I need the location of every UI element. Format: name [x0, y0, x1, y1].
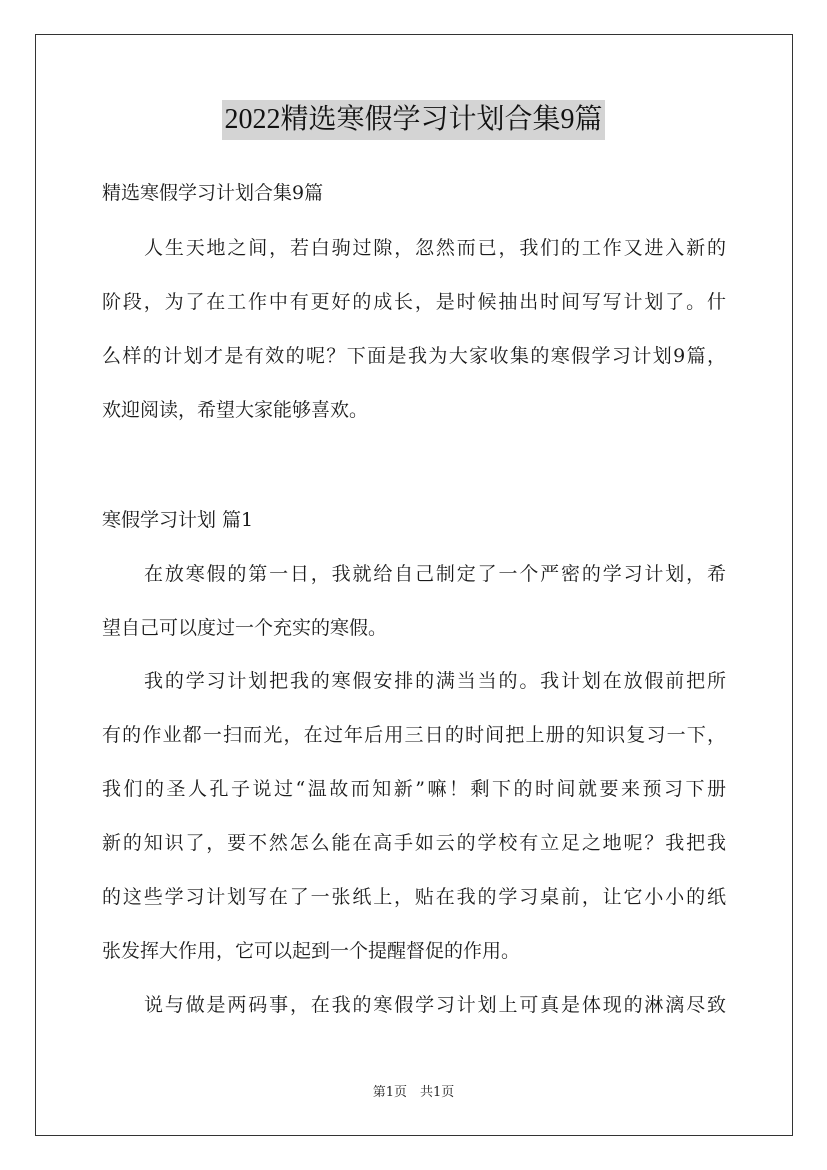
- para2-line-4: 新的知识了，要不然怎么能在高手如云的学校有立足之地呢？我把我: [102, 832, 726, 854]
- intro-line-1: 人生天地之间，若白驹过隙，忽然而已，我们的工作又进入新的: [144, 237, 726, 259]
- para1-line-2: 望自己可以度过一个充实的寒假。: [102, 617, 388, 639]
- title-block: [0, 100, 827, 140]
- para2-line-2: 有的作业都一扫而光，在过年后用三日的时间把上册的知识复习一下，: [102, 724, 726, 746]
- para2-line-1: 我的学习计划把我的寒假安排的满当当的。我计划在放假前把所: [144, 670, 726, 692]
- para2-line-3: 我们的圣人孔子说过“温故而知新”嘛！剩下的时间就要来预习下册: [102, 778, 726, 800]
- intro-line-4: 欢迎阅读，希望大家能够喜欢。: [102, 399, 369, 421]
- intro-line-2: 阶段，为了在工作中有更好的成长，是时候抽出时间写写计划了。什: [102, 291, 726, 313]
- document-subtitle: 精选寒假学习计划合集9篇: [102, 182, 324, 204]
- intro-line-3: 么样的计划才是有效的呢？下面是我为大家收集的寒假学习计划9篇，: [102, 345, 726, 367]
- para2-line-5: 的这些学习计划写在了一张纸上，贴在我的学习桌前，让它小小的纸: [102, 886, 726, 908]
- para3-line-1: 说与做是两码事，在我的寒假学习计划上可真是体现的淋漓尽致: [144, 994, 726, 1016]
- section-heading: 寒假学习计划 篇1: [102, 509, 254, 531]
- page-footer: 第1页 共1页: [372, 1085, 455, 1100]
- para1-line-1: 在放寒假的第一日，我就给自己制定了一个严密的学习计划，希: [144, 563, 726, 585]
- para2-line-6: 张发挥大作用，它可以起到一个提醒督促的作用。: [102, 940, 521, 962]
- document-title: 2022精选寒假学习计划合集9篇: [222, 100, 604, 140]
